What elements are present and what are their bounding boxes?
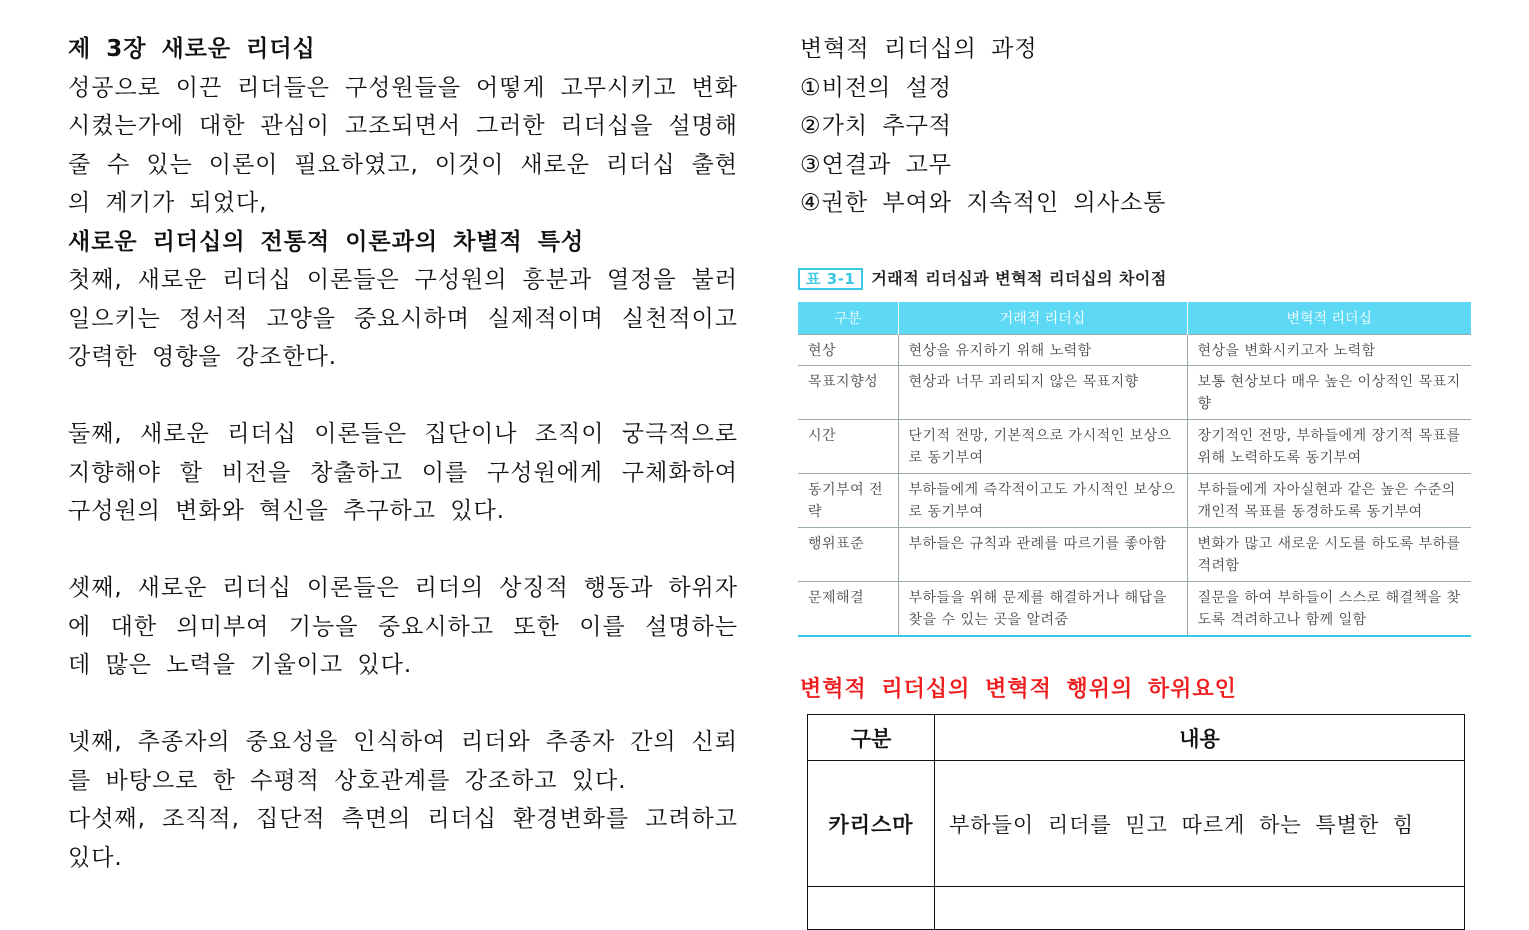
header-cell: 내용: [935, 715, 1465, 761]
transformational-cell: 장기적인 전망, 부하들에게 장기적 목표를 위해 노력하도록 동기부여: [1187, 420, 1471, 474]
right-column: [800, 30, 1500, 223]
table-row: [798, 528, 1471, 582]
transformational-cell: 부하들에게 자아실현과 같은 높은 수준의 개인적 목표를 동경하도록 동기부여: [1187, 474, 1471, 528]
transactional-cell: 현상과 너무 괴리되지 않은 목표지향: [898, 366, 1187, 420]
section-heading: 새로운 리더십의 전통적 이론과의 차별적 특성: [68, 228, 585, 255]
transactional-cell: 부하들은 규칙과 관례를 따르기를 좋아함: [898, 528, 1187, 582]
paragraph-third: 셋째, 새로운 리더십 이론들은 리더의 상징적 행동과 하위자에 대한 의미부여 기능을 중요시하고 또한 이를 설명하는 데 많은 노력을 기울이고 있다.: [68, 575, 738, 678]
paragraph-second: 둘째, 새로운 리더십 이론들은 집단이나 조직이 궁극적으로 지향해야 할 비전을 창출하고 이를 구성원에게 구체화하여 구성원의 변화와 혁신을 추구하고 있다.: [68, 421, 738, 524]
comparison-table: [798, 302, 1471, 637]
paragraph-fifth: 다섯째, 조직적, 집단적 측면의 리더십 환경변화를 고려하고 있다.: [68, 806, 738, 871]
table-caption: [798, 266, 1167, 290]
factor-name: 카리스마: [808, 761, 935, 887]
row-label: 현상: [798, 335, 898, 366]
factor-description: 부하들이 리더를 믿고 따르게 하는 특별한 힘: [935, 761, 1465, 887]
chapter-title: 제 3장 새로운 리더십: [68, 36, 316, 62]
row-label: 행위표준: [798, 528, 898, 582]
process-list: [800, 30, 1500, 223]
table-row: [798, 335, 1471, 366]
table-row: [798, 420, 1471, 474]
header-cell: 구분: [798, 302, 898, 335]
row-label: 동기부여 전략: [798, 474, 898, 528]
table-row: [798, 582, 1471, 636]
header-cell: 변혁적 리더십: [1187, 302, 1471, 335]
transformational-cell: 질문을 하여 부하들이 스스로 해결책을 찾도록 격려하고나 함께 일함: [1187, 582, 1471, 636]
subfactor-header-row: [808, 715, 1465, 761]
table-number-tag: 표 3-1: [798, 268, 863, 290]
left-column: [68, 30, 738, 877]
process-item: ②가치 추구적: [800, 113, 953, 139]
subfactor-heading: 변혁적 리더십의 변혁적 행위의 하위요인: [800, 677, 1237, 702]
subfactor-table: [807, 714, 1465, 930]
transformational-cell: 변화가 많고 새로운 시도를 하도록 부하를 격려함: [1187, 528, 1471, 582]
intro-paragraph: 성공으로 이끈 리더들은 구성원들을 어떻게 고무시키고 변화시켰는가에 대한 관심이 고조되면서 그러한 리더십을 설명해 줄 수 있는 이론이 필요하였고, 이것이 새로운 리더십 출현의 계기가 되었다,: [68, 74, 738, 216]
table-caption-text: 거래적 리더십과 변혁적 리더십의 차이점: [871, 269, 1167, 288]
transactional-cell: 부하들을 위해 문제를 해결하거나 해답을 찾을 수 있는 곳을 알려줌: [898, 582, 1187, 636]
process-item: ①비전의 설정: [800, 74, 953, 101]
factor-description: [935, 887, 1465, 930]
process-item: ③연결과 고무: [800, 151, 953, 178]
paragraph-first: 첫째, 새로운 리더십 이론들은 구성원의 흥분과 열정을 불러일으키는 정서적 고양을 중요시하며 실제적이며 실천적이고 강력한 영향을 강조한다.: [68, 267, 738, 370]
process-title: 변혁적 리더십의 과정: [800, 36, 1038, 62]
header-cell: 거래적 리더십: [898, 302, 1187, 335]
comparison-header-row: [798, 302, 1471, 335]
table-row: [798, 474, 1471, 528]
table-row: [798, 366, 1471, 420]
row-label: 문제해결: [798, 582, 898, 636]
transactional-cell: 부하들에게 즉각적이고도 가시적인 보상으로 동기부여: [898, 474, 1187, 528]
paragraph-fourth: 넷째, 추종자의 중요성을 인식하여 리더와 추종자 간의 신뢰를 바탕으로 한 수평적 상호관계를 강조하고 있다.: [68, 729, 738, 794]
transactional-cell: 단기적 전망, 기본적으로 가시적인 보상으로 동기부여: [898, 420, 1187, 474]
transformational-cell: 현상을 변화시키고자 노력함: [1187, 335, 1471, 366]
table-row: [808, 887, 1465, 930]
table-row: [808, 761, 1465, 887]
row-label: 시간: [798, 420, 898, 474]
factor-name: [808, 887, 935, 930]
header-cell: 구분: [808, 715, 935, 761]
transactional-cell: 현상을 유지하기 위해 노력함: [898, 335, 1187, 366]
transformational-cell: 보통 현상보다 매우 높은 이상적인 목표지향: [1187, 366, 1471, 420]
process-item: ④권한 부여와 지속적인 의사소통: [800, 190, 1167, 216]
row-label: 목표지향성: [798, 366, 898, 420]
